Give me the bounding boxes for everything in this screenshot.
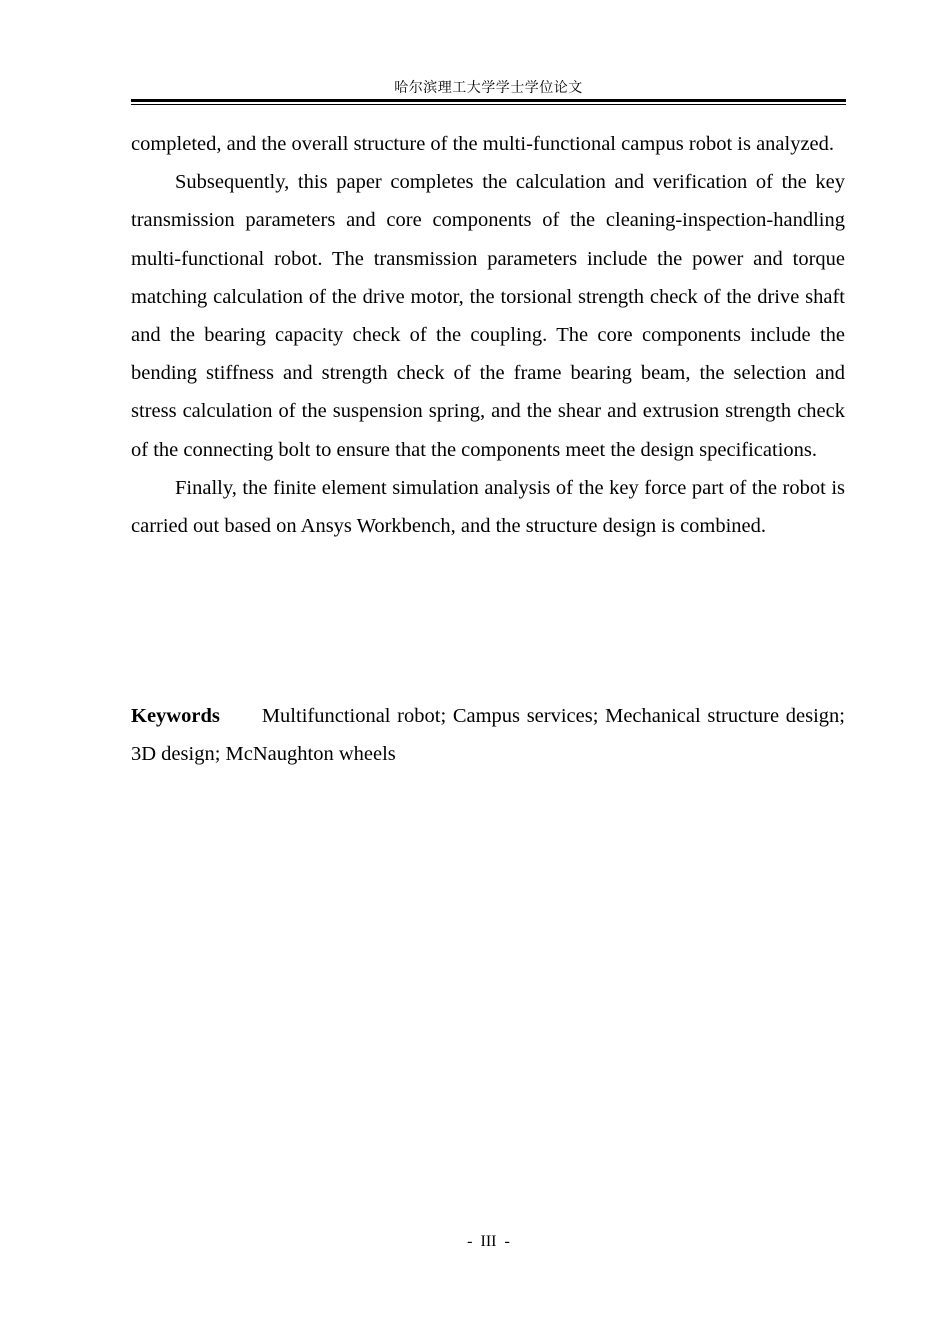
page-number: - III - bbox=[467, 1233, 510, 1250]
paragraph-continued: completed, and the overall structure of the multi-functional campus robot is analyzed. bbox=[131, 133, 835, 155]
paragraph-simulation: Finally, the finite element simulation analysis of the key force part of the robot is carried out based on Ansys Workbench, and the structure design is combined. bbox=[131, 476, 845, 538]
header-rule-thin bbox=[131, 104, 846, 105]
header-title: 哈尔滨理工大学学士学位论文 bbox=[394, 80, 583, 96]
keywords-section bbox=[131, 697, 845, 773]
paragraph-transmission: Subsequently, this paper completes the calculation and verification of the key transmission parameters and core components of the cleaning-inspection-handling multi-functional robot. The transmission parameters include the power and torque matching calculation of the drive motor, the torsional strength check of the drive shaft and the bearing capacity check of the coupling. The core components include the bending stiffness and strength check of the frame bearing beam, the selection and stress calculation of the suspension spring, and the shear and extrusion strength check of the connecting bolt to ensure that the components meet the design specifications. bbox=[131, 171, 845, 461]
keywords-label: Keywords bbox=[131, 705, 220, 727]
header-rule-thick bbox=[131, 99, 846, 102]
abstract-body bbox=[131, 125, 845, 545]
keywords-text: Multifunctional robot; Campus services; Mechanical structure design; 3D design; McNaughton wheels bbox=[131, 705, 845, 766]
